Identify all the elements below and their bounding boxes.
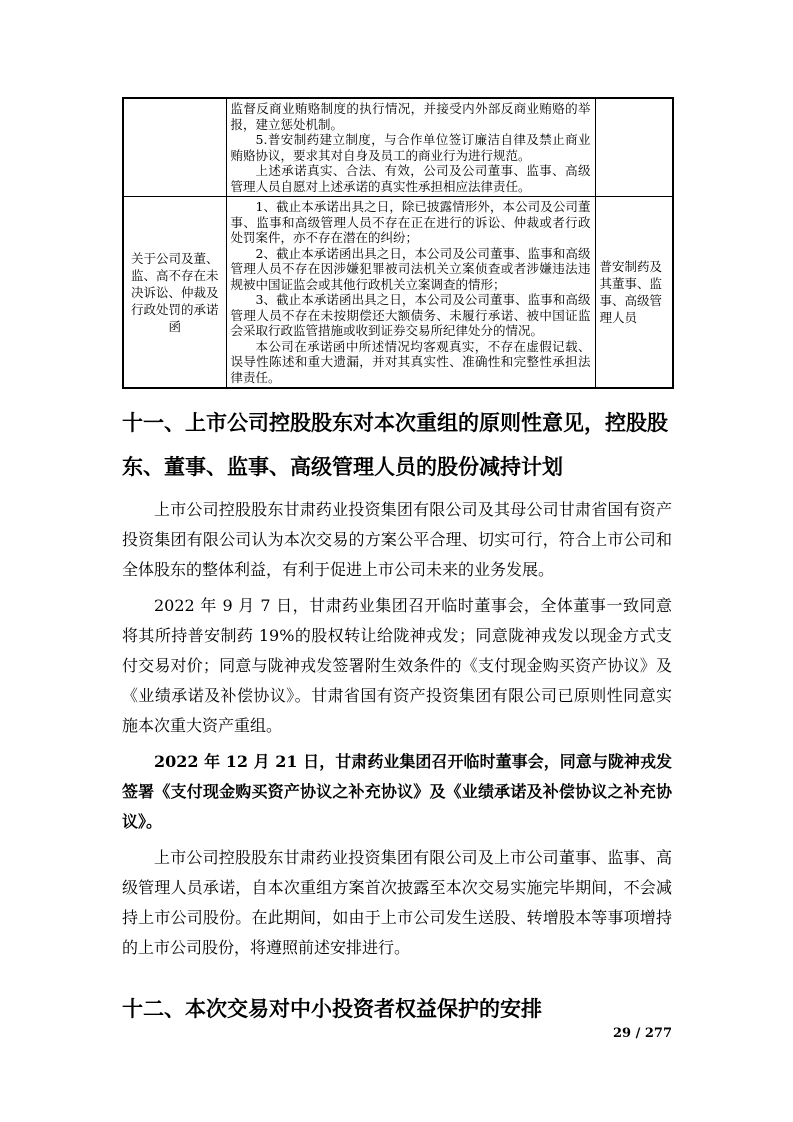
paragraph-principle-opinion: 上市公司控股股东甘肃药业投资集团有限公司及其母公司甘肃省国有资产投资集团有限公司认为本次交易的方案公平合理、切实可行，符合上市公司和全体股东的整体利益，有利于促进上市公司未来的业务发展。 (122, 500, 672, 579)
paragraph-board-meeting-december-bold: 2022 年 12 月 21 日，甘肃药业集团召开临时董事会，同意与陇神戎发签署《支付现金购买资产协议之补充协议》及《业绩承诺及补偿协议之补充协议》。 (122, 752, 672, 831)
commitment-content-cell (226, 98, 595, 197)
commitment-content-cell (226, 197, 595, 389)
table-paragraph: 监督反商业贿赂制度的执行情况，并接受内外部反商业贿赂的举报，建立惩处机制。 (230, 101, 591, 132)
table-paragraph: 2、截止本承诺函出具之日，本公司及公司董事、监事和高级管理人员不存在因涉嫌犯罪被司法机关立案侦查或者涉嫌违法违规被中国证监会或其他行政机关立案调查的情形； (230, 245, 591, 292)
commitment-party-cell (595, 98, 673, 197)
table-paragraph: 本公司在承诺函中所述情况均客观真实，不存在虚假记载、误导性陈述和重大遗漏，并对其真实性、准确性和完整性承担法律责任。 (230, 338, 591, 385)
table-paragraph: 5.普安制药建立制度，与合作单位签订廉洁自律及禁止商业贿赂协议，要求其对自身及员工的商业行为进行规范。 (230, 132, 591, 163)
page-number: 29 / 277 (612, 1026, 672, 1041)
commitment-table (122, 97, 674, 389)
commitment-label-cell: 关于公司及董、监、高不存在未决诉讼、仲裁及行政处罚的承诺函 (123, 197, 226, 389)
section-12-heading: 十二、本次交易对中小投资者权益保护的安排 (122, 997, 542, 1021)
table-paragraph: 上述承诺真实、合法、有效，公司及公司董事、监事、高级管理人员自愿对上述承诺的真实性承担相应法律责任。 (230, 163, 591, 194)
commitment-label-cell (123, 98, 226, 197)
table-row-anti-bribery (123, 98, 673, 197)
section-11-heading: 十一、上市公司控股股东对本次重组的原则性意见，控股股东、董事、监事、高级管理人员的股份减持计划 (122, 411, 668, 479)
commitment-party-cell: 普安制药及其董事、监事、高级管理人员 (595, 197, 673, 389)
table-paragraph: 1、截止本承诺出具之日，除已披露情形外，本公司及公司董事、监事和高级管理人员不存在正在进行的诉讼、仲裁或者行政处罚案件，亦不存在潜在的纠纷； (230, 199, 591, 245)
paragraph-board-meeting-september: 2022 年 9 月 7 日，甘肃药业集团召开临时董事会，全体董事一致同意将其所持普安制药 19%的股权转让给陇神戎发；同意陇神戎发以现金方式支付交易对价；同意与陇神戎发签署附生效条件的《支付现金购买资产协议》及《业绩承诺及补偿协议》。甘肃省国有资产投资集团有限公司已原则性同意实施本次重大资产重组。 (122, 596, 672, 735)
table-paragraph: 3、截止本承诺函出具之日，本公司及公司董事、监事和高级管理人员不存在未按期偿还大额债务、未履行承诺、被中国证监会采取行政监管措施或收到证券交易所纪律处分的情况。 (230, 292, 591, 338)
table-row-litigation (123, 197, 673, 389)
paragraph-no-share-reduction-commitment: 上市公司控股股东甘肃药业投资集团有限公司及上市公司董事、监事、高级管理人员承诺，自本次重组方案首次披露至本次交易实施完毕期间，不会减持上市公司股份。在此期间，如由于上市公司发生送股、转增股本等事项增持的上市公司股份，将遵照前述安排进行。 (122, 848, 672, 957)
